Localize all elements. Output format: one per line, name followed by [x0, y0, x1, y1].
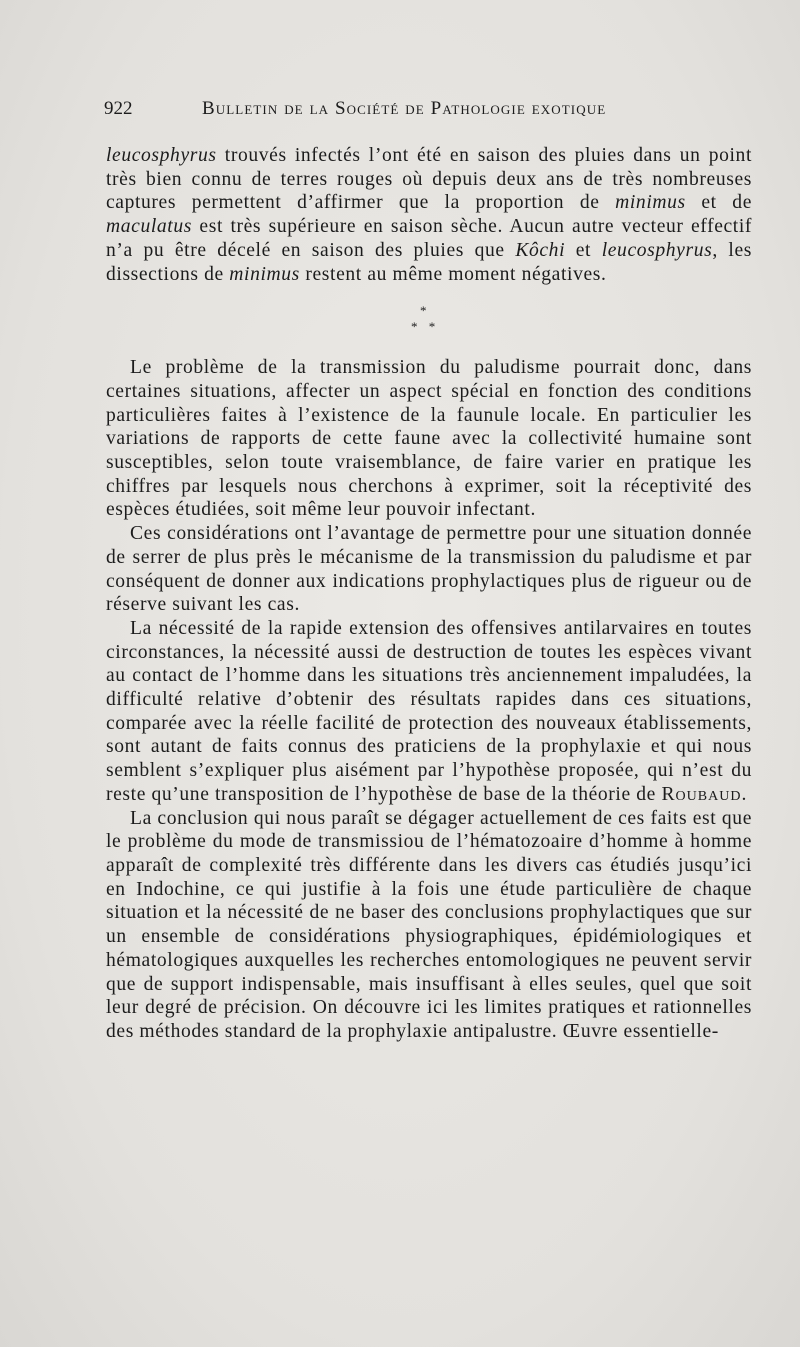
page-header — [104, 97, 754, 121]
text-run: et de — [685, 192, 752, 214]
paragraph-1 — [106, 144, 752, 286]
species-name: maculatus — [106, 216, 192, 238]
paragraph-4 — [106, 617, 752, 807]
paragraph-3: Ces considérations ont l’avantage de permettre pour une situation donnée de serrer de plus près le mécanisme de la transmission du paludisme et par conséquent de donner aux indications prophylactiques plus de rigueur ou de réserve suivant les cas. — [106, 523, 752, 616]
text-run: est très supérieure en saison sèche. Aucun autre vecteur effectif n’a pu être décelé en saison des pluies que — [106, 216, 752, 261]
text-run: . — [741, 783, 747, 805]
species-name: minimus — [229, 263, 300, 285]
asterism-top: * — [420, 303, 428, 319]
text-run: restent au même moment négatives. — [299, 263, 607, 285]
text-run: trouvés infectés l’ont été en saison des pluies dans un point très bien connu de terres rouges où depuis deux ans de très nombreuses captures permettent d’affirmer que la proportion de — [106, 145, 752, 214]
species-name: leucosphyrus — [601, 239, 713, 261]
running-title: Bulletin de la Société de Pathologie exotique — [202, 98, 607, 119]
page-number: 922 — [104, 98, 133, 119]
species-name: minimus — [615, 192, 686, 214]
paragraph-5: La conclusion qui nous paraît se dégager actuellement de ces faits est que le problème du mode de transmissiou de l’hématozoaire d’homme à homme apparaît de complexité très différente dans les divers cas étudiés jusqu’ici en Indochine, ce qui justifie à la fois une étude particulière de chaque situation et la nécessité de ne baser des conclusions prophylactiques que sur un ensemble de considérations physiographiques, épidémiologiques et hématologiques auxquelles les recherches entomologiques ne peuvent servir que de support indispensable, mais insuffisant à elles seules, quel que soit leur degré de précision. On découvre ici les limites pratiques et rationnelles des méthodes standard de la prophylaxie antipalustre. Œuvre essentielle- — [106, 807, 752, 1042]
section-asterism — [106, 286, 752, 356]
paragraph-2: Le problème de la transmission du paludisme pourrait donc, dans certaines situations, affecter un aspect spécial en fonction des conditions particulières faites à l’existence de la faunule locale. En particulier les variations de rapports de cette faune avec la collectivité humaine sont susceptibles, selon toute vraisemblance, de faire varier en pratique les chiffres par lesquels nous cherchons à exprimer, soit la réceptivité des espèces étudiées, soit même leur pouvoir infectant. — [106, 357, 752, 521]
species-name: leucosphyrus — [106, 145, 217, 166]
text-run: La nécessité de la rapide extension des offensives antilarvaires en toutes circonstances, la nécessité aussi de destruction de toutes les espèces vivant au contact de l’homme dans les situations très anciennement impaludées, la difficulté relative d’obtenir des résultats rapides dans ces situations, comparée avec la réelle facilité de protection des nouveaux établissements, sont autant de faits connus des praticiens de la prophylaxie et qui nous semblent s’expliquer plus aisément par l’hypothèse proposée, qui n’est du reste qu’une transposition de l’hypothèse de base de la théorie de — [106, 617, 752, 805]
species-name: Kôchi — [515, 239, 566, 261]
text-run: , les dissections de — [106, 239, 752, 285]
asterism-bottom: * * — [411, 319, 440, 335]
body-text — [106, 144, 752, 1044]
author-name: Roubaud — [661, 783, 742, 805]
text-run: et — [565, 239, 602, 261]
